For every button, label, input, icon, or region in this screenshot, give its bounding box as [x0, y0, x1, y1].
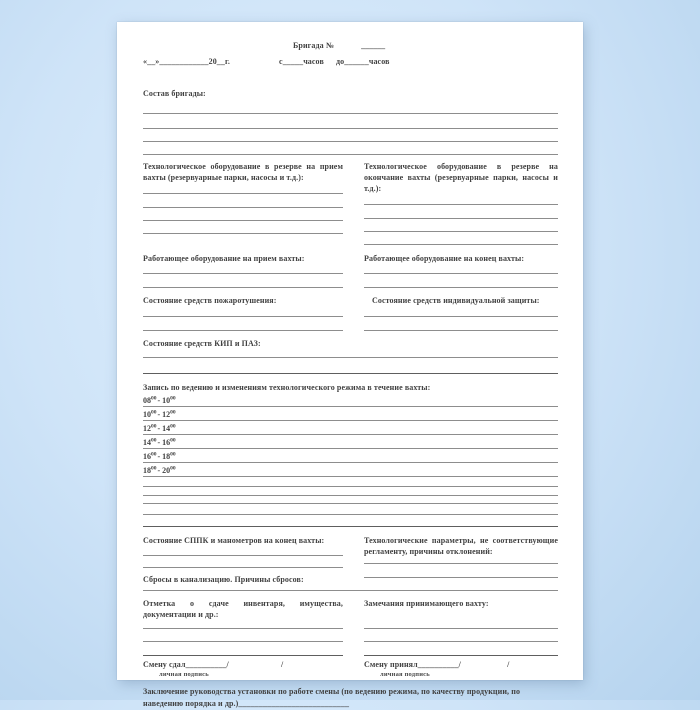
ruled-line: [364, 232, 558, 245]
ruled-line: [143, 546, 343, 556]
reserve-end-label: Технологическое оборудование в резерве на окончание вахты (резервуарные парки, насосы и т.д.):: [364, 162, 558, 193]
ruled-line: [143, 264, 343, 274]
time-slot-label: $14^{00}-$ $16^{00}$: [143, 437, 176, 447]
shift-accepted-block: [364, 659, 558, 680]
time-slot-label: $12^{00}-$ $14^{00}$: [143, 423, 176, 433]
ruled-line: [143, 183, 343, 194]
kip-paz-label: Состояние средств КИП и ПАЗ:: [143, 339, 261, 348]
shift-to-hours-field: до______часов: [336, 57, 390, 66]
ruled-line: [143, 358, 558, 374]
ruled-line: [143, 274, 343, 288]
time-slot-label: $10^{00}-$ $12^{00}$: [143, 409, 176, 419]
inventory-label: Отметка о сдаче инвентаря, имущества, документации и др.:: [143, 599, 343, 619]
ruled-line: [143, 317, 343, 331]
time-slot-row: [143, 449, 558, 463]
ruled-line: [143, 208, 343, 221]
ruled-line: [364, 194, 558, 205]
running-start-column: [143, 253, 343, 288]
slash-mark: /: [507, 660, 510, 669]
time-slot-label: $08^{00}-$ $10^{00}$: [143, 395, 176, 405]
ruled-line: [143, 100, 558, 114]
ruled-line: [364, 629, 558, 642]
ruled-line: [364, 306, 558, 317]
ruled-line: [364, 564, 558, 578]
time-slot-label: $16^{00}-$ $18^{00}$: [143, 451, 176, 461]
personal-signature-caption: личная подпись: [159, 671, 209, 678]
shift-handed-label: Смену сдал__________/: [143, 660, 229, 669]
crew-section-label: Состав бригады:: [143, 89, 206, 98]
personal-protection-label: Состояние средств индивидуальной защиты:: [372, 296, 540, 305]
sppk-label: Состояние СППК и манометров на конец вахты:: [143, 536, 325, 545]
sppk-column: [143, 535, 343, 585]
ruled-line: [143, 194, 343, 208]
running-equipment-section: [143, 253, 558, 288]
ruled-line: [143, 642, 343, 656]
date-time-row: [143, 56, 558, 68]
fire-fighting-label: Состояние средств пожаротушения:: [143, 296, 277, 305]
ruled-line: [143, 114, 558, 129]
ruled-line: [364, 317, 558, 331]
ruled-line: [143, 504, 558, 515]
ruled-line: [143, 585, 558, 591]
remarks-column: [364, 598, 558, 656]
ruled-line: [143, 556, 343, 568]
section-separator-line: [143, 515, 558, 527]
remarks-label: Замечания принимающего вахту:: [364, 599, 489, 608]
brigade-header-row: [293, 40, 558, 52]
shift-from-hours-field: с_____часов: [279, 57, 324, 66]
ruled-line: [143, 306, 343, 317]
time-slot-row: [143, 463, 558, 477]
management-conclusion-label: Заключение руководства установки по работе смены (по ведению режима, по качеству продукции, по наведению порядка и др.)___________________________: [143, 687, 521, 708]
drains-label: Сбросы в канализацию. Причины сбросов:: [143, 575, 304, 584]
running-end-label: Работающее оборудование на конец вахты:: [364, 254, 525, 263]
ruled-line: [143, 129, 558, 142]
ruled-line: [143, 620, 343, 629]
parameters-column: [364, 535, 558, 585]
document-page: [117, 22, 583, 708]
running-end-column: [364, 253, 558, 288]
ruled-line: [364, 557, 558, 564]
regime-log-label: Запись по ведению и изменениям технологического режима в течение вахты:: [143, 383, 431, 392]
ruled-line: [364, 219, 558, 232]
ruled-line: [143, 487, 558, 496]
ruled-line: [364, 264, 558, 274]
time-slot-row: [143, 393, 558, 407]
handover-section: [143, 598, 558, 656]
reserve-start-column: [143, 161, 343, 245]
shift-accepted-label: Смену принял__________/: [364, 660, 462, 669]
ruled-line: [364, 274, 558, 288]
shift-handed-row: [143, 659, 343, 671]
date-blank-field: «__»____________20__г.: [143, 57, 230, 66]
ruled-line: [364, 609, 558, 629]
time-slot-row: [143, 421, 558, 435]
brigade-number-blank: ______: [361, 41, 386, 50]
inventory-column: [143, 598, 343, 656]
ruled-line: [143, 221, 343, 234]
ruled-line: [364, 642, 558, 656]
shift-accepted-row: [364, 659, 558, 671]
brigade-number-label: Бригада №: [293, 41, 334, 50]
ruled-line: [143, 629, 343, 642]
running-start-label: Работающее оборудование на прием вахты:: [143, 254, 305, 263]
slash-mark: /: [280, 660, 284, 669]
time-slot-row: [143, 435, 558, 449]
personal-protection-column: [364, 295, 558, 331]
ruled-line: [143, 142, 558, 155]
signatures-section: [143, 659, 558, 680]
ruled-line: [364, 205, 558, 219]
reserve-start-label: Технологическое оборудование в резерве на прием вахты (резервуарные парки, насосы и т.д.):: [143, 162, 343, 182]
time-slot-row: [143, 407, 558, 421]
ruled-line: [143, 349, 558, 358]
safety-equipment-section: [143, 295, 558, 331]
shift-handed-block: [143, 659, 343, 680]
reserve-end-column: [364, 161, 558, 245]
ruled-line: [143, 477, 558, 487]
ruled-line: [143, 496, 558, 504]
fire-fighting-column: [143, 295, 343, 331]
time-slot-label: $18^{00}-$ $20^{00}$: [143, 465, 176, 475]
personal-signature-caption: личная подпись: [380, 671, 430, 678]
reserve-equipment-section: [143, 161, 558, 245]
sppk-parameters-section: [143, 535, 558, 585]
parameters-label: Технологические параметры, не соответствующие регламенту, причины отклонений:: [364, 536, 558, 556]
